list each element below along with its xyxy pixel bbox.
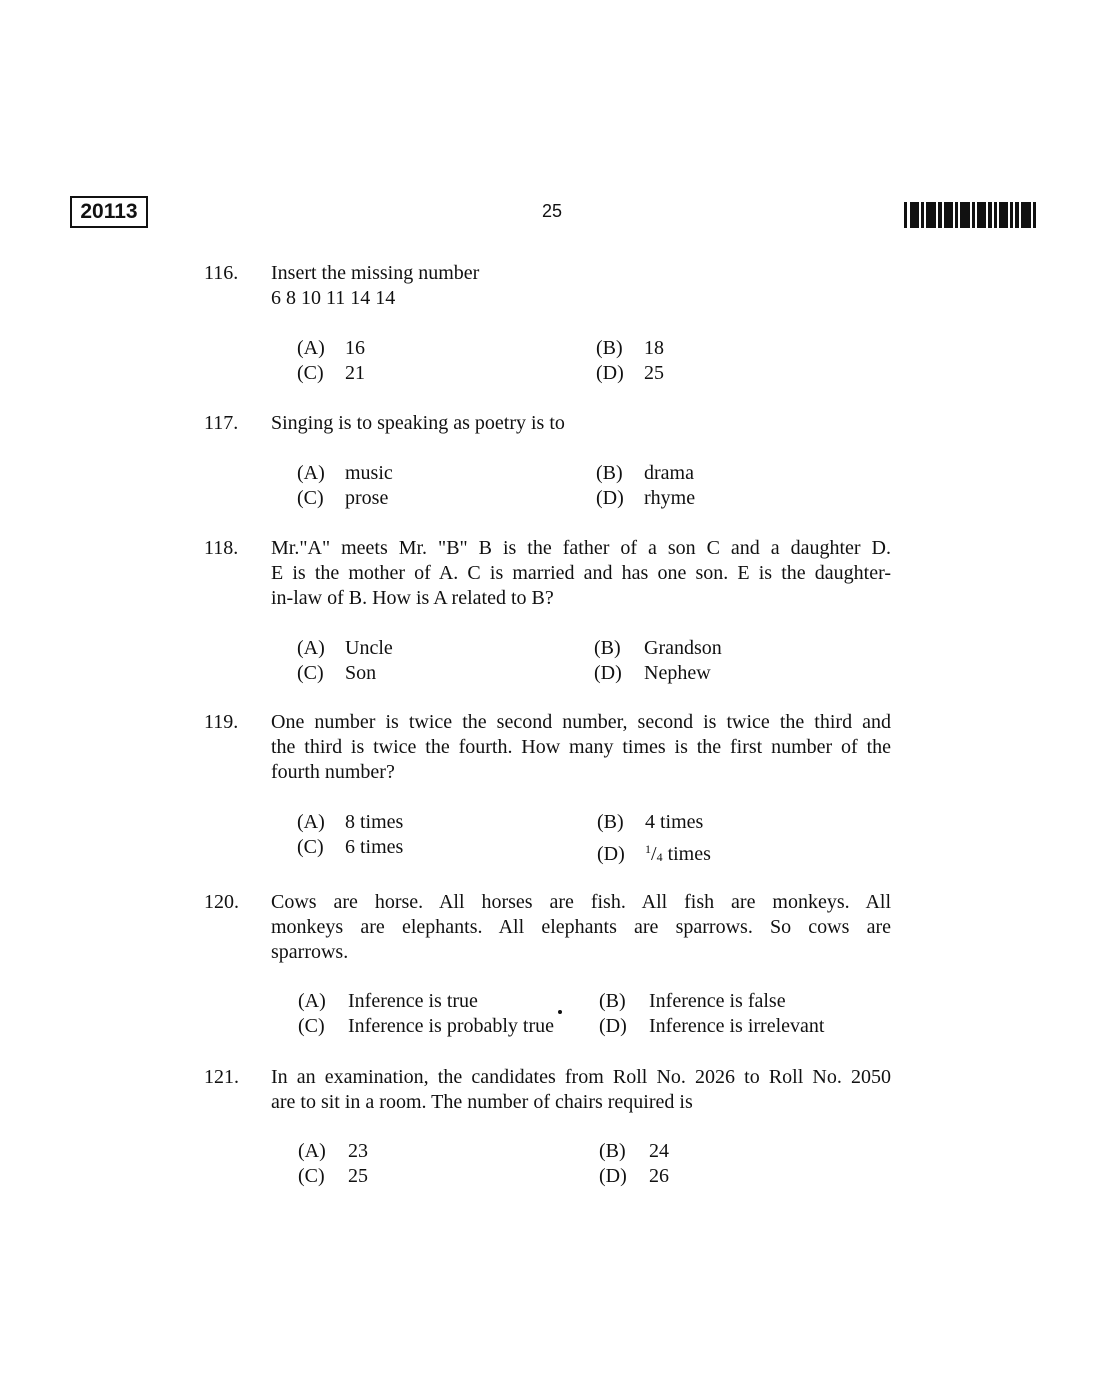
option-label: (A) <box>297 637 325 659</box>
option-b[interactable] <box>596 461 694 486</box>
option-text: rhyme <box>644 487 696 509</box>
question-text <box>271 411 891 436</box>
question-number: 120. <box>204 891 239 913</box>
fraction-numerator: 1 <box>645 842 651 856</box>
option-c[interactable] <box>297 661 376 686</box>
question-number: 116. <box>204 262 239 284</box>
question-text <box>271 261 891 311</box>
option-text: 24 <box>649 1140 669 1162</box>
option-text: prose <box>345 487 389 509</box>
option-label: (D) <box>597 843 625 865</box>
option-a[interactable] <box>297 636 393 661</box>
question-text <box>271 710 891 785</box>
option-text: 26 <box>649 1165 669 1187</box>
question-line: are to sit in a room. The number of chairs required is <box>271 1091 693 1113</box>
question-line: Insert the missing number <box>271 262 480 284</box>
option-d[interactable] <box>599 1164 669 1189</box>
option-d[interactable] <box>596 486 695 511</box>
option-label: (B) <box>599 1140 626 1162</box>
option-text: Nephew <box>644 662 711 684</box>
option-label: (D) <box>596 362 624 384</box>
option-text: Grandson <box>644 637 722 659</box>
option-a[interactable] <box>298 989 478 1014</box>
option-label: (B) <box>597 811 624 833</box>
option-d[interactable] <box>594 661 711 686</box>
question-text <box>271 890 891 965</box>
option-text: 4 times <box>645 811 704 833</box>
question-line: Cows are horse. All horses are fish. All fish are monkeys. All <box>271 891 891 913</box>
option-label: (A) <box>297 337 325 359</box>
option-label: (A) <box>298 1140 326 1162</box>
option-label: (C) <box>298 1165 325 1187</box>
option-text: drama <box>644 462 694 484</box>
option-text: 21 <box>345 362 365 384</box>
option-b[interactable] <box>594 636 722 661</box>
question-line: the third is twice the fourth. How many times is the first number of the <box>271 736 891 758</box>
option-d[interactable] <box>597 837 711 870</box>
option-label: (D) <box>596 487 624 509</box>
stray-dot <box>558 1010 562 1014</box>
option-label: (B) <box>594 637 621 659</box>
option-label: (A) <box>297 811 325 833</box>
question-line: One number is twice the second number, second is twice the third and <box>271 711 891 733</box>
option-label: (C) <box>297 662 324 684</box>
option-label: (D) <box>599 1165 627 1187</box>
barcode-icon <box>904 202 1036 228</box>
question-line: sparrows. <box>271 941 349 963</box>
option-a[interactable] <box>297 336 365 361</box>
option-text: music <box>345 462 393 484</box>
option-a[interactable] <box>297 810 403 835</box>
option-a[interactable] <box>297 461 393 486</box>
option-label: (D) <box>599 1015 627 1037</box>
option-text: Inference is false <box>649 990 786 1012</box>
question-line: E is the mother of A. C is married and has one son. E is the daughter- <box>271 562 891 584</box>
option-c[interactable] <box>297 486 388 511</box>
question-line: Singing is to speaking as poetry is to <box>271 412 565 434</box>
option-c[interactable] <box>297 361 365 386</box>
question-text <box>271 536 891 611</box>
option-label: (A) <box>297 462 325 484</box>
paper-code-box: 20113 <box>70 196 148 228</box>
option-b[interactable] <box>599 1139 669 1164</box>
fraction-one-quarter: $^1/_4$ <box>645 842 663 865</box>
option-text: 6 times <box>345 836 404 858</box>
option-label: (B) <box>599 990 626 1012</box>
option-text: times <box>667 843 711 865</box>
option-c[interactable] <box>298 1014 554 1039</box>
question-line: Mr."A" meets Mr. "B" B is the father of a son C and a daughter D. <box>271 537 891 559</box>
option-label: (B) <box>596 462 623 484</box>
option-label: (D) <box>594 662 622 684</box>
option-text: Uncle <box>345 637 393 659</box>
number-series: 6 8 10 11 14 14 <box>271 287 396 309</box>
option-b[interactable] <box>597 810 703 835</box>
fraction-denominator: 4 <box>656 850 663 864</box>
option-label: (A) <box>298 990 326 1012</box>
option-text: Inference is irrelevant <box>649 1015 825 1037</box>
option-label: (C) <box>297 362 324 384</box>
option-d[interactable] <box>599 1014 824 1039</box>
option-c[interactable] <box>298 1164 368 1189</box>
question-line: In an examination, the candidates from Roll No. 2026 to Roll No. 2050 <box>271 1066 891 1088</box>
option-label: (C) <box>297 487 324 509</box>
question-number: 121. <box>204 1066 239 1088</box>
option-b[interactable] <box>596 336 664 361</box>
option-text: Son <box>345 662 377 684</box>
question-line: monkeys are elephants. All elephants are sparrows. So cows are <box>271 916 891 938</box>
option-label: (B) <box>596 337 623 359</box>
option-text: 8 times <box>345 811 404 833</box>
option-label: (C) <box>297 836 324 858</box>
option-text: 16 <box>345 337 365 359</box>
option-text: 23 <box>348 1140 368 1162</box>
question-line: in-law of B. How is A related to B? <box>271 587 554 609</box>
option-d[interactable] <box>596 361 664 386</box>
option-b[interactable] <box>599 989 786 1014</box>
question-number: 118. <box>204 537 239 559</box>
question-number: 119. <box>204 711 239 733</box>
option-a[interactable] <box>298 1139 368 1164</box>
option-c[interactable] <box>297 835 403 860</box>
option-text: 18 <box>644 337 664 359</box>
option-text: Inference is true <box>348 990 478 1012</box>
question-text <box>271 1065 891 1115</box>
option-text: 25 <box>644 362 664 384</box>
option-text: 25 <box>348 1165 368 1187</box>
option-label: (C) <box>298 1015 325 1037</box>
option-text: Inference is probably true <box>348 1015 555 1037</box>
question-line: fourth number? <box>271 761 395 783</box>
page-number: 25 <box>541 201 563 221</box>
question-number: 117. <box>204 412 239 434</box>
